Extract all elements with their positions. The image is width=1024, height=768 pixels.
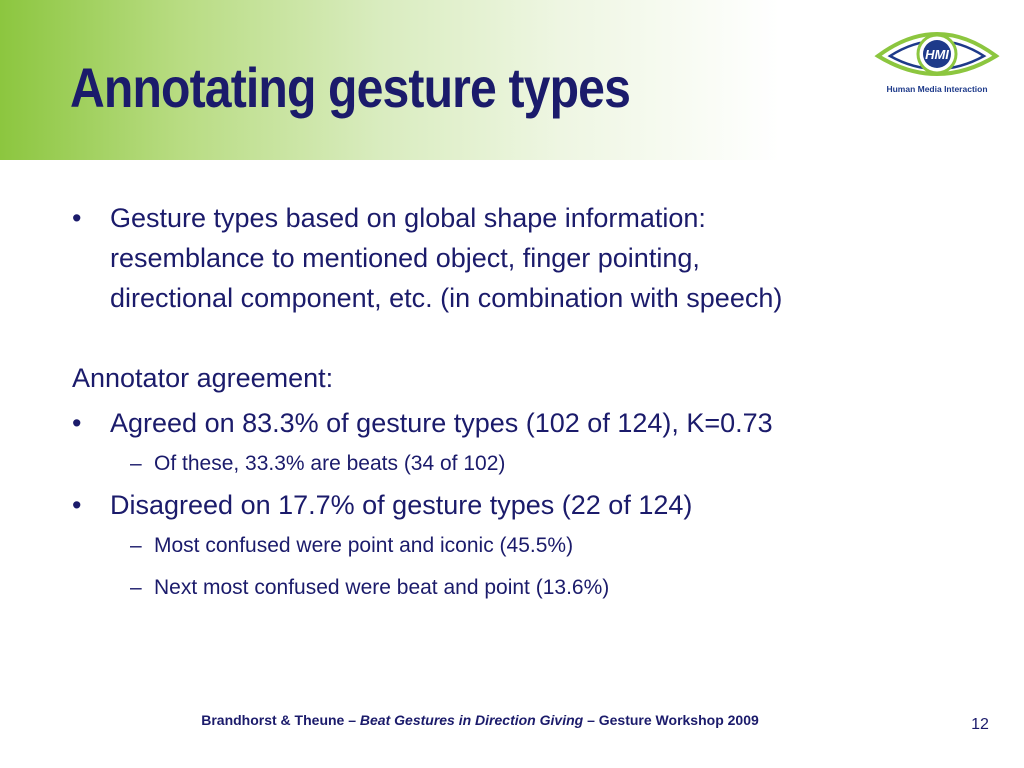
bullet-disagreed: [72, 485, 992, 525]
bullet-agreed: [72, 403, 992, 443]
bullet-gesture-types: [72, 198, 992, 318]
footer: [0, 712, 960, 728]
logo-caption: Human Media Interaction: [886, 84, 988, 94]
dash-marker: –: [130, 452, 142, 475]
bullet-text: Disagreed on 17.7% of gesture types (22 of 124): [110, 490, 693, 520]
bullet-line: resemblance to mentioned object, finger pointing,: [110, 243, 700, 273]
hmi-logo: [872, 22, 1002, 102]
bullet-text: Agreed on 83.3% of gesture types (102 of 124), K=0.73: [110, 408, 773, 438]
sub-bullet-text: Next most confused were beat and point (13.6%): [154, 576, 610, 599]
bullet-marker: •: [72, 490, 82, 520]
slide-body: [72, 198, 992, 609]
hmi-eye-icon: [872, 22, 1002, 86]
footer-event: – Gesture Workshop 2009: [587, 712, 759, 728]
bullet-marker: •: [72, 203, 82, 233]
sub-bullet-beat-point: [72, 567, 992, 609]
bullet-marker: •: [72, 408, 82, 438]
sub-bullet-beats: [72, 443, 992, 485]
page-number: 12: [971, 716, 989, 733]
dash-marker: –: [130, 576, 142, 599]
footer-authors: Brandhorst & Theune –: [201, 712, 357, 728]
sub-bullet-text: Most confused were point and iconic (45.5%): [154, 534, 574, 557]
bullet-line: directional component, etc. (in combination with speech): [110, 283, 783, 313]
bullet-line: Gesture types based on global shape information:: [110, 203, 706, 233]
slide-title: Annotating gesture types: [70, 56, 631, 119]
sub-bullet-text: Of these, 33.3% are beats (34 of 102): [154, 452, 506, 475]
hmi-logo-mark: HMI: [925, 47, 949, 62]
footer-talk-title: Beat Gestures in Direction Giving: [359, 712, 584, 728]
dash-marker: –: [130, 534, 142, 557]
sub-bullet-point-iconic: [72, 525, 992, 567]
agreement-heading: Annotator agreement:: [72, 363, 334, 393]
